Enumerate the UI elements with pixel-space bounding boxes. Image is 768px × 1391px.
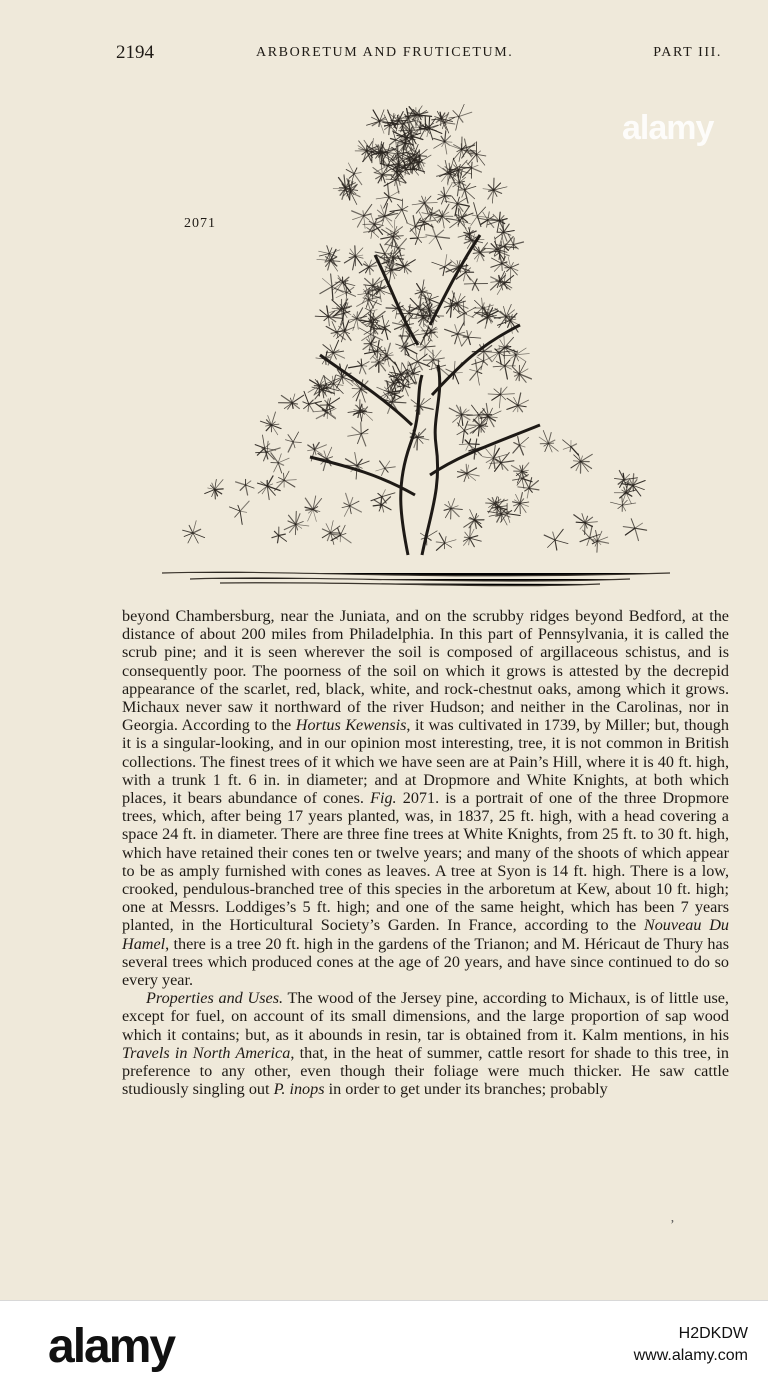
pine-tree-engraving-icon xyxy=(160,95,680,590)
section-heading: Properties and Uses. xyxy=(146,989,283,1007)
text-run: , there is a tree 20 ft. high in the gardens of the Trianon; and M. Héricaut de Thury has several trees which produced cones at the age of 20 years, and have since continued to do so every year. xyxy=(122,935,729,989)
image-id: H2DKDW xyxy=(634,1323,748,1345)
site-url: www.alamy.com xyxy=(634,1345,748,1367)
paragraph-description xyxy=(122,607,729,989)
stray-mark: ʼ xyxy=(670,1218,675,1234)
ground-line xyxy=(162,572,670,586)
paragraph-properties xyxy=(122,989,729,1098)
watermark-brand: alamy xyxy=(622,100,736,156)
text-run: 2071. is a portrait of one of the three Dropmore trees, which, after being 17 years planted, was, in 1837, 25 ft. high, with a head covering a space 24 ft. in diameter. There are three fine trees at White Knights, from 25 ft. to 30 ft. high, which have retained their cones ten or twelve years; and many of the shoots of which appear to be as amply furnished with cones as leaves. A tree at Syon is 14 ft. high. There is a low, crooked, pendulous-branched tree of this species in the arboretum at Kew, about 10 ft. high; one at Messrs. Loddiges’s 5 ft. high; and one of the same height, which has been 7 years planted, in the Horticultural Society’s Garden. In France, according to the xyxy=(122,789,729,934)
running-head xyxy=(116,42,722,66)
italic-title: Nouveau Du Hamel xyxy=(122,916,729,952)
image-credit xyxy=(634,1323,748,1367)
tree-foliage xyxy=(183,104,647,552)
italic-title: Travels in North America xyxy=(122,1044,290,1062)
text-run: beyond Chambersburg, near the Juniata, and on the scrubby ridges beyond Bedford, at the distance of about 200 miles from Philadelphia. In this part of Pennsylvania, it is called the scrub pine; and it is seen wherever the soil is composed of argillaceous schistus, and is consequently poor. The poorness of the soil on which it grows is attested by the decrepid appearance of the scarlet, red, black, white, and rock-chestnut oaks, among which it grows. Michaux never saw it northward of the river Hudson; and neither in the Carolinas, nor in Georgia. According to the xyxy=(122,607,729,734)
text-run: , it was cultivated in 1739, by Miller; but, though it is a singular-looking, and in our opinion most interesting, tree, it is not common in British collections. The finest trees of it which we have seen are at Pain’s Hill, where it is 40 ft. high, with a trunk 1 ft. 6 in. in diameter; and at Dropmore and White Knights, at both which places, it bears abundance of cones. xyxy=(122,716,729,807)
figure-number: 2071 xyxy=(184,216,216,232)
watermark-footer xyxy=(0,1300,768,1391)
text-run: The wood of the Jersey pine, according to Michaux, is of little use, except for fuel, on account of its small dimensions, and the large proportion of sap wood which it contains; but, as it abounds in resin, tar is obtained from it. Kalm mentions, in his xyxy=(122,989,729,1043)
figure-reference: Fig. xyxy=(370,789,397,807)
text-run: , that, in the heat of summer, cattle resort for shade to this tree, in preference to any other, even though their foliage were much thicker. He saw cattle studiously singling out xyxy=(122,1044,729,1098)
text-run: in order to get under its branches; probably xyxy=(325,1080,608,1098)
part-label: PART III. xyxy=(653,45,722,61)
species-name: P. inops xyxy=(274,1080,325,1098)
body-text xyxy=(122,607,729,1098)
alamy-logo: alamy xyxy=(48,1319,174,1374)
page-number: 2194 xyxy=(116,42,154,64)
running-title: ARBORETUM AND FRUTICETUM. xyxy=(256,45,513,61)
italic-title: Hortus Kewensis xyxy=(296,716,407,734)
